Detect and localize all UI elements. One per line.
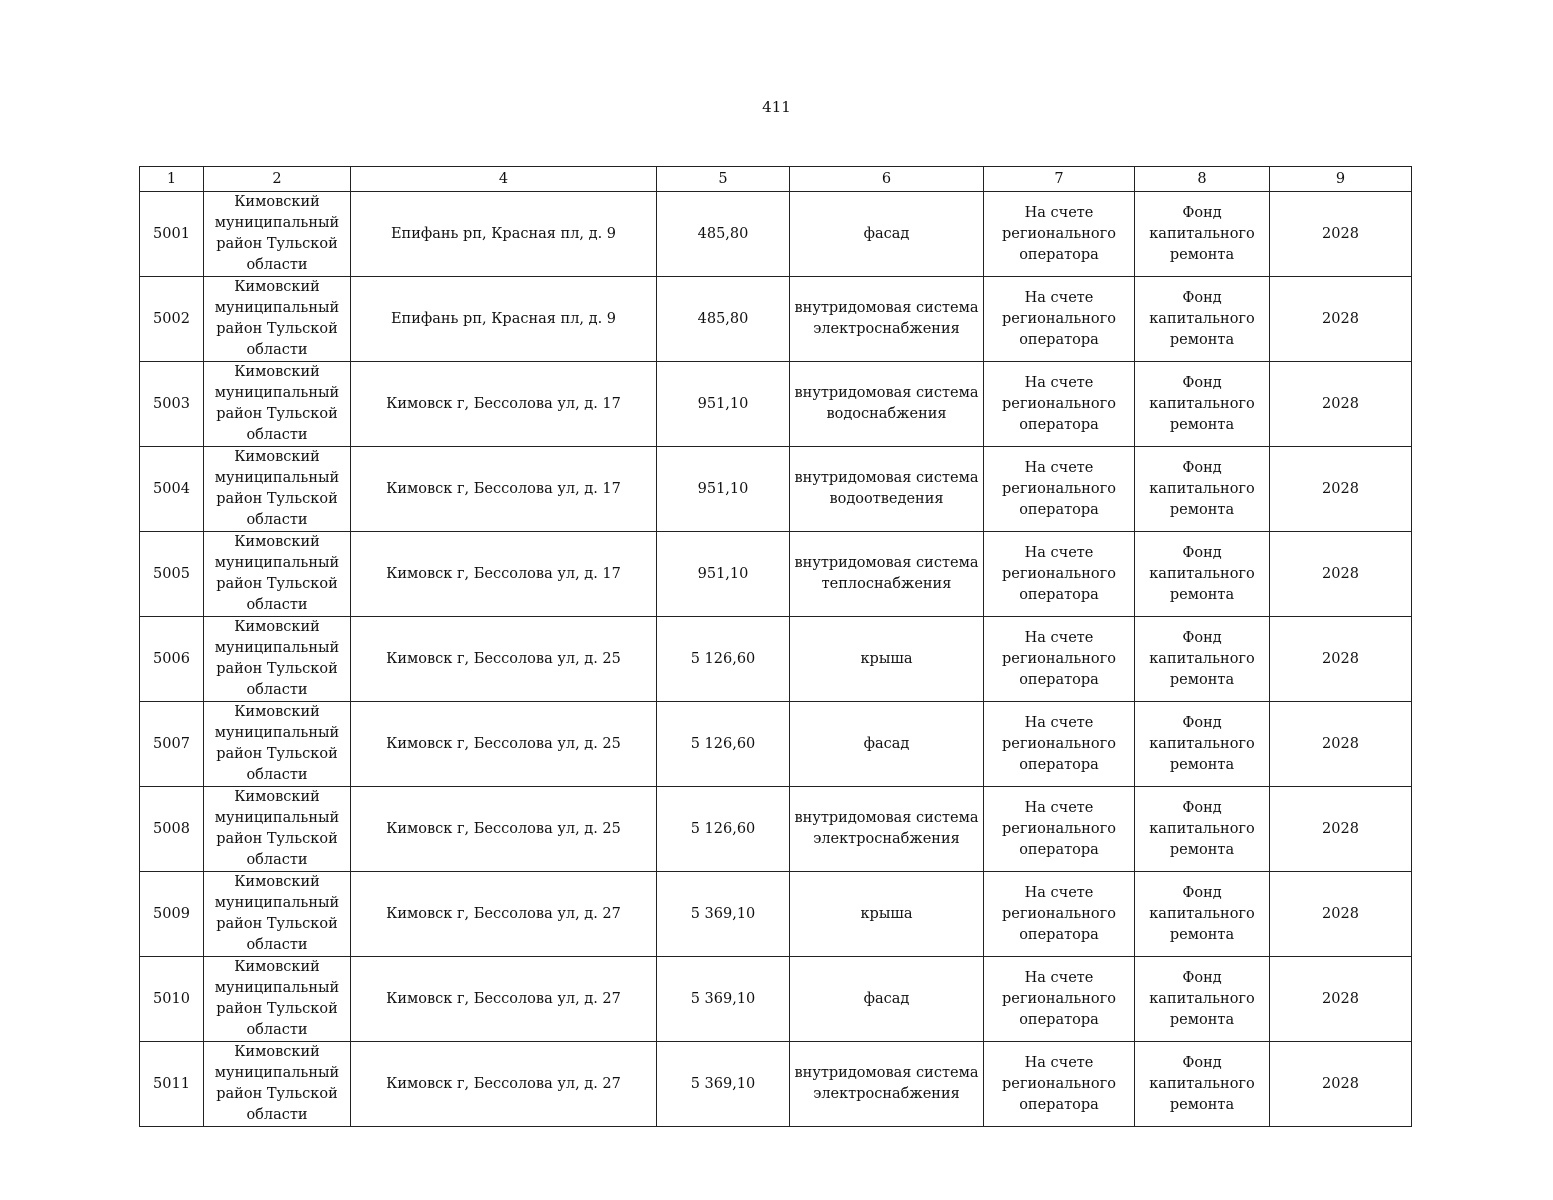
municipality-cell: Кимовский муниципальный район Тульской области (204, 447, 351, 532)
municipality-cell: Кимовский муниципальный район Тульской области (204, 277, 351, 362)
municipality-cell: Кимовский муниципальный район Тульской области (204, 787, 351, 872)
table-row (140, 617, 1412, 702)
address-cell: Кимовск г, Бессолова ул, д. 27 (351, 872, 657, 957)
account-cell: На счете регионального оператора (984, 702, 1135, 787)
address-cell: Кимовск г, Бессолова ул, д. 27 (351, 1042, 657, 1127)
address-cell: Кимовск г, Бессолова ул, д. 17 (351, 447, 657, 532)
work-type-cell: крыша (790, 617, 984, 702)
year-cell: 2028 (1270, 362, 1412, 447)
header-cell: 9 (1270, 167, 1412, 192)
funding-source-cell: Фонд капитального ремонта (1135, 617, 1270, 702)
year-cell: 2028 (1270, 532, 1412, 617)
row-number-cell: 5005 (140, 532, 204, 617)
funding-source-cell: Фонд капитального ремонта (1135, 277, 1270, 362)
work-type-cell: фасад (790, 702, 984, 787)
row-number-cell: 5003 (140, 362, 204, 447)
table-row (140, 957, 1412, 1042)
row-number-cell: 5008 (140, 787, 204, 872)
municipality-cell: Кимовский муниципальный район Тульской области (204, 617, 351, 702)
header-cell: 8 (1135, 167, 1270, 192)
row-number-cell: 5004 (140, 447, 204, 532)
year-cell: 2028 (1270, 702, 1412, 787)
area-cell: 951,10 (657, 447, 790, 532)
area-cell: 5 369,10 (657, 1042, 790, 1127)
table-row (140, 702, 1412, 787)
account-cell: На счете регионального оператора (984, 787, 1135, 872)
table-row (140, 1042, 1412, 1127)
table-row (140, 532, 1412, 617)
municipality-cell: Кимовский муниципальный район Тульской области (204, 532, 351, 617)
header-cell: 1 (140, 167, 204, 192)
table-row (140, 787, 1412, 872)
funding-source-cell: Фонд капитального ремонта (1135, 702, 1270, 787)
funding-source-cell: Фонд капитального ремонта (1135, 787, 1270, 872)
year-cell: 2028 (1270, 872, 1412, 957)
table-row (140, 872, 1412, 957)
header-cell: 5 (657, 167, 790, 192)
area-cell: 5 369,10 (657, 957, 790, 1042)
work-type-cell: внутридомовая система электроснабжения (790, 787, 984, 872)
year-cell: 2028 (1270, 787, 1412, 872)
table-row (140, 362, 1412, 447)
year-cell: 2028 (1270, 617, 1412, 702)
year-cell: 2028 (1270, 277, 1412, 362)
work-type-cell: внутридомовая система теплоснабжения (790, 532, 984, 617)
page-number: 411 (762, 98, 791, 116)
funding-source-cell: Фонд капитального ремонта (1135, 872, 1270, 957)
municipality-cell: Кимовский муниципальный район Тульской области (204, 702, 351, 787)
work-type-cell: внутридомовая система водоснабжения (790, 362, 984, 447)
table-row (140, 277, 1412, 362)
funding-source-cell: Фонд капитального ремонта (1135, 532, 1270, 617)
row-number-cell: 5002 (140, 277, 204, 362)
row-number-cell: 5007 (140, 702, 204, 787)
account-cell: На счете регионального оператора (984, 617, 1135, 702)
header-cell: 6 (790, 167, 984, 192)
address-cell: Кимовск г, Бессолова ул, д. 25 (351, 617, 657, 702)
funding-source-cell: Фонд капитального ремонта (1135, 362, 1270, 447)
address-cell: Кимовск г, Бессолова ул, д. 17 (351, 362, 657, 447)
work-type-cell: крыша (790, 872, 984, 957)
row-number-cell: 5001 (140, 192, 204, 277)
table-row (140, 447, 1412, 532)
account-cell: На счете регионального оператора (984, 532, 1135, 617)
municipality-cell: Кимовский муниципальный район Тульской области (204, 192, 351, 277)
address-cell: Кимовск г, Бессолова ул, д. 25 (351, 787, 657, 872)
area-cell: 485,80 (657, 192, 790, 277)
area-cell: 5 126,60 (657, 787, 790, 872)
work-type-cell: внутридомовая система электроснабжения (790, 1042, 984, 1127)
address-cell: Епифань рп, Красная пл, д. 9 (351, 277, 657, 362)
municipality-cell: Кимовский муниципальный район Тульской области (204, 957, 351, 1042)
account-cell: На счете регионального оператора (984, 447, 1135, 532)
address-cell: Кимовск г, Бессолова ул, д. 25 (351, 702, 657, 787)
area-cell: 5 126,60 (657, 617, 790, 702)
work-type-cell: фасад (790, 192, 984, 277)
funding-source-cell: Фонд капитального ремонта (1135, 447, 1270, 532)
address-cell: Кимовск г, Бессолова ул, д. 17 (351, 532, 657, 617)
address-cell: Епифань рп, Красная пл, д. 9 (351, 192, 657, 277)
area-cell: 951,10 (657, 362, 790, 447)
row-number-cell: 5010 (140, 957, 204, 1042)
year-cell: 2028 (1270, 957, 1412, 1042)
row-number-cell: 5011 (140, 1042, 204, 1127)
area-cell: 5 369,10 (657, 872, 790, 957)
municipality-cell: Кимовский муниципальный район Тульской области (204, 1042, 351, 1127)
header-cell: 7 (984, 167, 1135, 192)
table-row (140, 192, 1412, 277)
area-cell: 485,80 (657, 277, 790, 362)
year-cell: 2028 (1270, 447, 1412, 532)
area-cell: 5 126,60 (657, 702, 790, 787)
table-body (140, 192, 1412, 1127)
repair-schedule-table (139, 166, 1412, 1127)
area-cell: 951,10 (657, 532, 790, 617)
work-type-cell: фасад (790, 957, 984, 1042)
funding-source-cell: Фонд капитального ремонта (1135, 192, 1270, 277)
funding-source-cell: Фонд капитального ремонта (1135, 1042, 1270, 1127)
account-cell: На счете регионального оператора (984, 192, 1135, 277)
account-cell: На счете регионального оператора (984, 872, 1135, 957)
municipality-cell: Кимовский муниципальный район Тульской области (204, 872, 351, 957)
account-cell: На счете регионального оператора (984, 277, 1135, 362)
row-number-cell: 5006 (140, 617, 204, 702)
row-number-cell: 5009 (140, 872, 204, 957)
municipality-cell: Кимовский муниципальный район Тульской области (204, 362, 351, 447)
year-cell: 2028 (1270, 192, 1412, 277)
header-row (140, 167, 1412, 192)
account-cell: На счете регионального оператора (984, 362, 1135, 447)
header-cell: 4 (351, 167, 657, 192)
header-cell: 2 (204, 167, 351, 192)
address-cell: Кимовск г, Бессолова ул, д. 27 (351, 957, 657, 1042)
account-cell: На счете регионального оператора (984, 1042, 1135, 1127)
account-cell: На счете регионального оператора (984, 957, 1135, 1042)
year-cell: 2028 (1270, 1042, 1412, 1127)
funding-source-cell: Фонд капитального ремонта (1135, 957, 1270, 1042)
work-type-cell: внутридомовая система водоотведения (790, 447, 984, 532)
work-type-cell: внутридомовая система электроснабжения (790, 277, 984, 362)
